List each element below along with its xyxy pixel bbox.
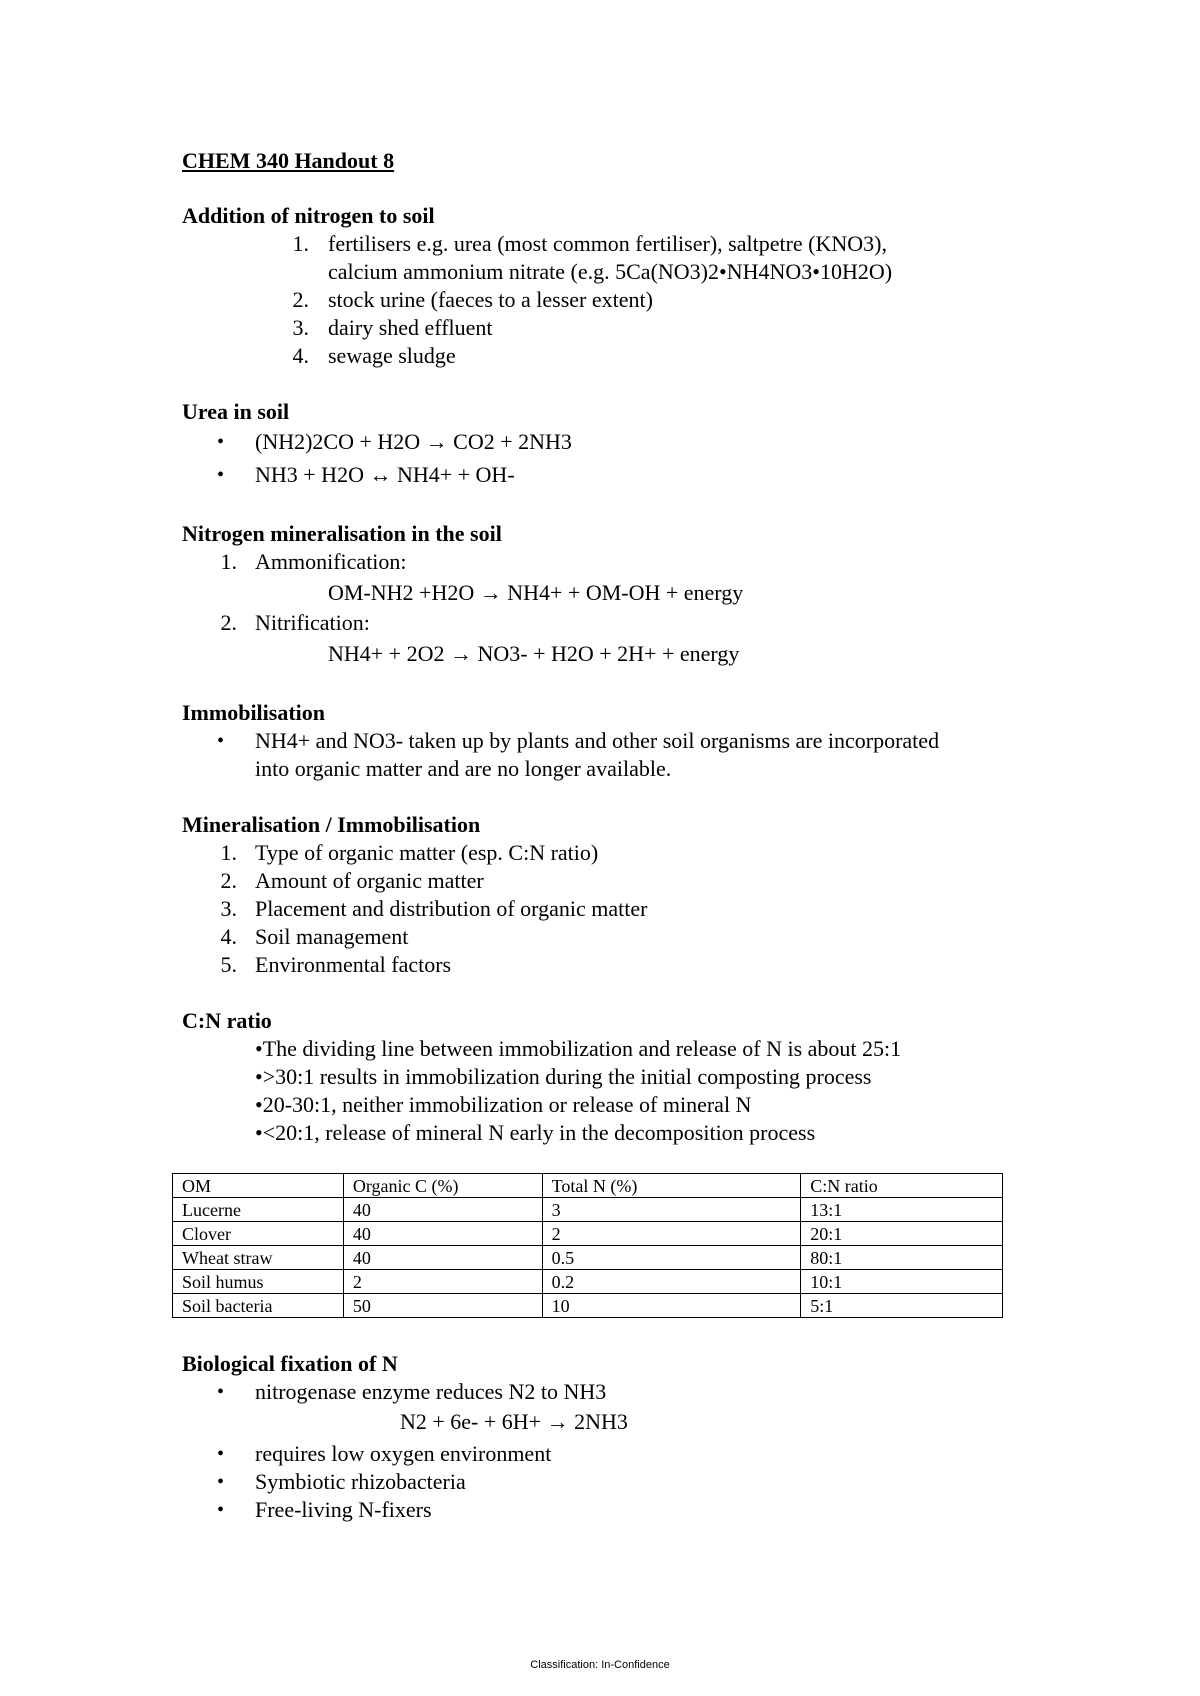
- cn-ratio-line: •20-30:1, neither immobilization or release of mineral N: [255, 1092, 752, 1117]
- fixation-bullet-free-living: Free-living N-fixers: [255, 1497, 432, 1522]
- section-heading-urea: Urea in soil: [182, 399, 290, 424]
- table-cell: 80:1: [801, 1246, 1003, 1270]
- classification-footer: Classification: In-Confidence: [530, 1659, 670, 1671]
- table-cell: 40: [343, 1198, 542, 1222]
- bullet-marker: •: [217, 1381, 225, 1403]
- table-cell: 0.2: [542, 1270, 801, 1294]
- list-number: 4.: [220, 924, 237, 949]
- table-cell: Soil humus: [173, 1270, 344, 1294]
- bullet-marker: •: [217, 1471, 225, 1493]
- table-header-row: [173, 1174, 1003, 1198]
- table-header-cell: Organic C (%): [343, 1174, 542, 1198]
- ammonification-equation: OM-NH2 +H2O → NH4+ + OM-OH + energy: [328, 580, 744, 605]
- nitrification-equation: NH4+ + 2O2 → NO3- + H2O + 2H+ + energy: [328, 641, 740, 666]
- list-number: 1.: [220, 840, 237, 865]
- list-item-sewage-sludge: sewage sludge: [328, 343, 456, 368]
- table-cell: Clover: [173, 1222, 344, 1246]
- list-number: 1.: [220, 549, 237, 574]
- table-header-cell: Total N (%): [542, 1174, 801, 1198]
- urea-equation-hydrolysis: (NH2)2CO + H2O → CO2 + 2NH3: [255, 429, 572, 454]
- fixation-bullet-nitrogenase: nitrogenase enzyme reduces N2 to NH3: [255, 1379, 607, 1404]
- bullet-marker: •: [217, 431, 225, 453]
- table-row: [173, 1222, 1003, 1246]
- fixation-bullet-symbiotic: Symbiotic rhizobacteria: [255, 1469, 466, 1494]
- table-cell: 5:1: [801, 1294, 1003, 1318]
- list-number: 3.: [220, 896, 237, 921]
- section-heading-min-immob: Mineralisation / Immobilisation: [182, 812, 481, 837]
- table-row: [173, 1198, 1003, 1222]
- immobilisation-text-line1: NH4+ and NO3- taken up by plants and other soil organisms are incorporated: [255, 728, 940, 753]
- nitrification-label: Nitrification:: [255, 610, 370, 635]
- fixation-equation: N2 + 6e- + 6H+ → 2NH3: [400, 1409, 628, 1434]
- table-cell: Wheat straw: [173, 1246, 344, 1270]
- table-cell: 13:1: [801, 1198, 1003, 1222]
- list-number: 2.: [292, 287, 309, 312]
- list-number: 2.: [220, 868, 237, 893]
- section-heading-fixation: Biological fixation of N: [182, 1351, 398, 1376]
- table-cell: Soil bacteria: [173, 1294, 344, 1318]
- list-number: 2.: [220, 610, 237, 635]
- list-item-stock-urine: stock urine (faeces to a lesser extent): [328, 287, 653, 312]
- table-header-cell: C:N ratio: [801, 1174, 1003, 1198]
- bullet-marker: •: [217, 1499, 225, 1521]
- immobilisation-text-line2: into organic matter and are no longer available.: [255, 756, 672, 781]
- ammonification-label: Ammonification:: [255, 549, 407, 574]
- cn-ratio-table: [172, 1173, 1003, 1318]
- table-cell: 20:1: [801, 1222, 1003, 1246]
- table-cell: 50: [343, 1294, 542, 1318]
- factor-item: Type of organic matter (esp. C:N ratio): [255, 840, 599, 865]
- cn-ratio-line: •<20:1, release of mineral N early in the decomposition process: [255, 1120, 816, 1145]
- section-heading-mineralisation: Nitrogen mineralisation in the soil: [182, 521, 502, 546]
- table-cell: 40: [343, 1246, 542, 1270]
- list-number: 3.: [292, 315, 309, 340]
- table-header-cell: OM: [173, 1174, 344, 1198]
- cn-ratio-line: •The dividing line between immobilization and release of N is about 25:1: [255, 1036, 902, 1061]
- list-item-dairy-effluent: dairy shed effluent: [328, 315, 493, 340]
- list-item-fertilisers: fertilisers e.g. urea (most common fertiliser), saltpetre (KNO3),: [328, 231, 887, 256]
- bullet-marker: •: [217, 1443, 225, 1465]
- table-cell: 2: [542, 1222, 801, 1246]
- table-row: [173, 1294, 1003, 1318]
- list-number: 5.: [220, 952, 237, 977]
- bullet-marker: •: [217, 464, 225, 486]
- list-number: 1.: [292, 231, 309, 256]
- document-title: CHEM 340 Handout 8: [182, 148, 395, 173]
- factor-item: Environmental factors: [255, 952, 452, 977]
- table-row: [173, 1270, 1003, 1294]
- table-row: [173, 1246, 1003, 1270]
- table-cell: 10:1: [801, 1270, 1003, 1294]
- table-cell: 40: [343, 1222, 542, 1246]
- section-heading-addition: Addition of nitrogen to soil: [182, 203, 435, 228]
- factor-item: Placement and distribution of organic matter: [255, 896, 648, 921]
- list-item-fertilisers-cont: calcium ammonium nitrate (e.g. 5Ca(NO3)2•NH4NO3•10H2O): [328, 259, 893, 284]
- table-cell: 3: [542, 1198, 801, 1222]
- table-cell: 2: [343, 1270, 542, 1294]
- factor-item: Soil management: [255, 924, 409, 949]
- list-number: 4.: [292, 343, 309, 368]
- section-heading-cn-ratio: C:N ratio: [182, 1008, 272, 1033]
- table-cell: Lucerne: [173, 1198, 344, 1222]
- fixation-bullet-oxygen: requires low oxygen environment: [255, 1441, 552, 1466]
- table-cell: 0.5: [542, 1246, 801, 1270]
- urea-equation-ammonium: NH3 + H2O ↔ NH4+ + OH-: [255, 462, 515, 487]
- section-heading-immobilisation: Immobilisation: [182, 700, 326, 725]
- factor-item: Amount of organic matter: [255, 868, 484, 893]
- cn-ratio-line: •>30:1 results in immobilization during the initial composting process: [255, 1064, 872, 1089]
- bullet-marker: •: [217, 730, 225, 752]
- table-cell: 10: [542, 1294, 801, 1318]
